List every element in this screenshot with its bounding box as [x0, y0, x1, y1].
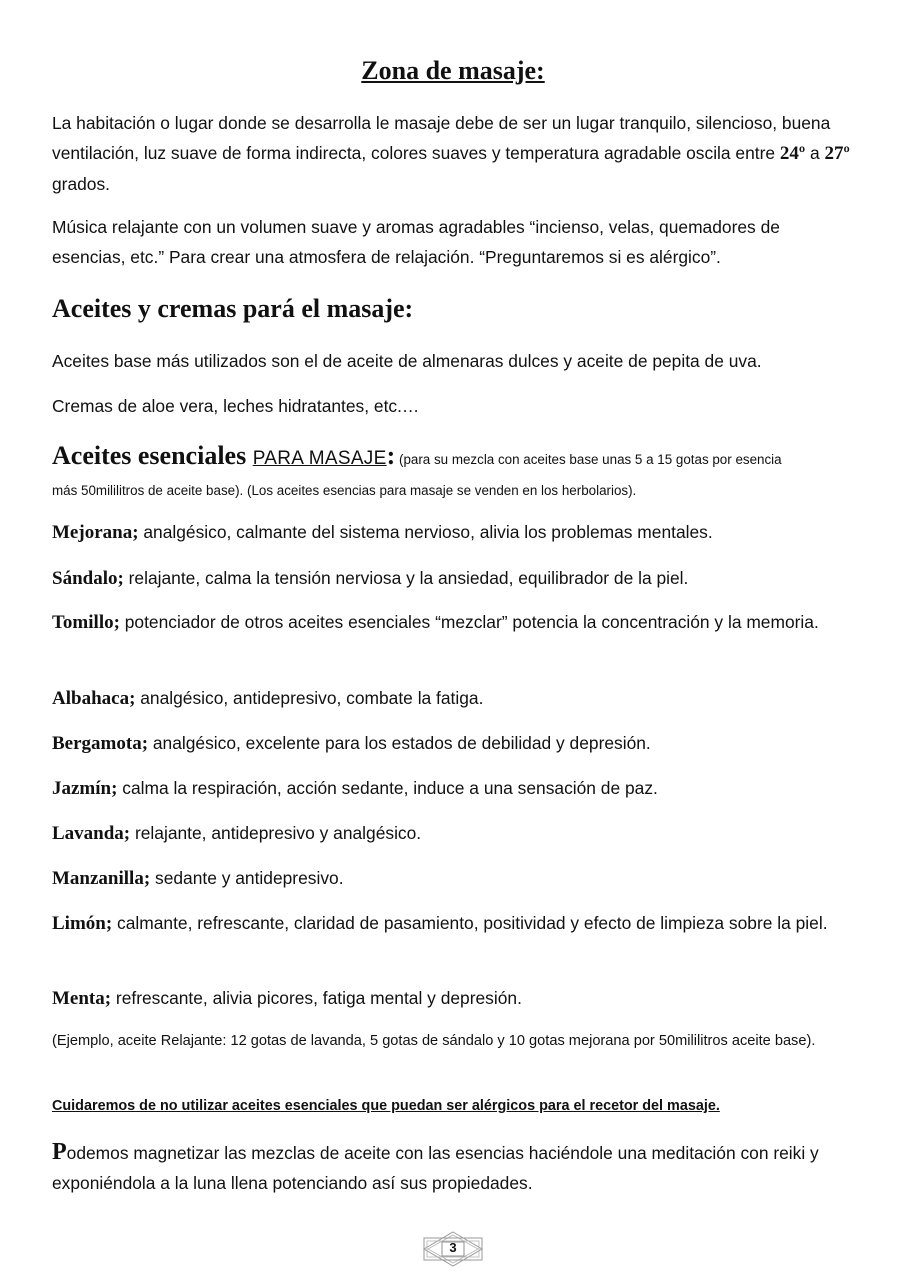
intro-text-mid: a — [805, 143, 825, 163]
essential-oils-heading-colon: : — [386, 441, 396, 470]
temperature-high: 27º — [824, 143, 850, 164]
oil-item-sandalo — [52, 563, 852, 594]
temperature-low: 24º — [779, 143, 806, 164]
oil-name: Jazmín; — [52, 778, 118, 799]
oil-description: potenciador de otros aceites esenciales “mezclar” potencia la concentración y la memoria. — [119, 612, 819, 632]
oil-description: analgésico, calmante del sistema nervioso, alivia los problemas mentales. — [138, 522, 713, 542]
oil-description: relajante, calma la tensión nerviosa y la ansiedad, equilibrador de la piel. — [123, 568, 689, 588]
oil-item-limon — [52, 908, 852, 939]
oil-description: relajante, antidepresivo y analgésico. — [130, 823, 422, 843]
essential-oils-heading-block — [52, 440, 872, 476]
page-number: 3 — [449, 1240, 457, 1255]
closing-paragraph — [52, 1137, 852, 1198]
oil-item-menta — [52, 983, 852, 1014]
oil-name: Lavanda; — [52, 823, 131, 844]
intro-paragraph-2: Música relajante con un volumen suave y aromas agradables “incienso, velas, quemadores de esencias, etc.” Para crear una atmosfera de relajación. “Preguntaremos si es alérgico”. — [52, 217, 780, 267]
oils-heading: Aceites y cremas pará el masaje: — [52, 294, 414, 323]
oil-description: analgésico, antidepresivo, combate la fatiga. — [135, 688, 484, 708]
oil-item-jazmin — [52, 773, 852, 804]
oil-item-mejorana — [52, 517, 852, 548]
oil-item-manzanilla — [52, 863, 852, 894]
essential-oils-heading: Aceites esenciales — [52, 441, 253, 470]
oil-name: Mejorana; — [52, 522, 139, 543]
creams-paragraph: Cremas de aloe vera, leches hidratantes, etc.… — [52, 396, 420, 416]
oil-name: Limón; — [52, 913, 113, 934]
intro-text-after: grados. — [52, 174, 111, 194]
base-oils-paragraph: Aceites base más utilizados son el de aceite de almenaras dulces y aceite de pepita de uva. — [52, 351, 762, 371]
oil-item-tomillo — [52, 607, 852, 638]
page-title: Zona de masaje: — [361, 56, 545, 85]
oil-item-lavanda — [52, 818, 852, 849]
essential-oils-heading-upper: PARA MASAJE — [252, 448, 387, 469]
oil-name: Sándalo; — [52, 568, 124, 589]
allergy-warning: Cuidaremos de no utilizar aceites esenciales que puedan ser alérgicos para el recetor del masaje. — [52, 1098, 720, 1114]
essential-oils-note-a: (para su mezcla con aceites base unas 5 a 15 gotas por esencia — [395, 452, 782, 467]
oil-description: sedante y antidepresivo. — [150, 868, 344, 888]
oil-name: Albahaca; — [52, 688, 136, 709]
example-note: (Ejemplo, aceite Relajante: 12 gotas de lavanda, 5 gotas de sándalo y 10 gotas mejorana por 50mililitros aceite base). — [52, 1033, 816, 1049]
oil-description: analgésico, excelente para los estados de debilidad y depresión. — [148, 733, 651, 753]
oil-name: Menta; — [52, 988, 112, 1009]
oil-name: Manzanilla; — [52, 868, 151, 889]
intro-text-before: La habitación o lugar donde se desarrolla le masaje debe de ser un lugar tranquilo, silencioso, buena ventilación, luz suave de forma indirecta, colores suaves y temperatura agradable oscila entre — [52, 113, 831, 163]
oil-description: refrescante, alivia picores, fatiga mental y depresión. — [111, 988, 522, 1008]
intro-paragraph-1 — [52, 108, 852, 199]
page-number-badge — [423, 1231, 483, 1267]
oil-description: calmante, refrescante, claridad de pasamiento, positividad y efecto de limpieza sobre la piel. — [112, 913, 828, 933]
oil-item-bergamota — [52, 728, 852, 759]
closing-text: odemos magnetizar las mezclas de aceite con las esencias haciéndole una meditación con reiki y exponiéndola a la luna llena potenciando así sus propiedades. — [52, 1143, 819, 1193]
oil-name: Tomillo; — [52, 612, 120, 633]
oil-name: Bergamota; — [52, 733, 149, 754]
oil-item-albahaca — [52, 683, 852, 714]
oil-description: calma la respiración, acción sedante, induce a una sensación de paz. — [117, 778, 658, 798]
essential-oils-note-b: más 50mililitros de aceite base). (Los aceites esencias para masaje se venden en los herbolarios). — [52, 483, 637, 498]
closing-dropcap: P — [52, 1139, 67, 1165]
